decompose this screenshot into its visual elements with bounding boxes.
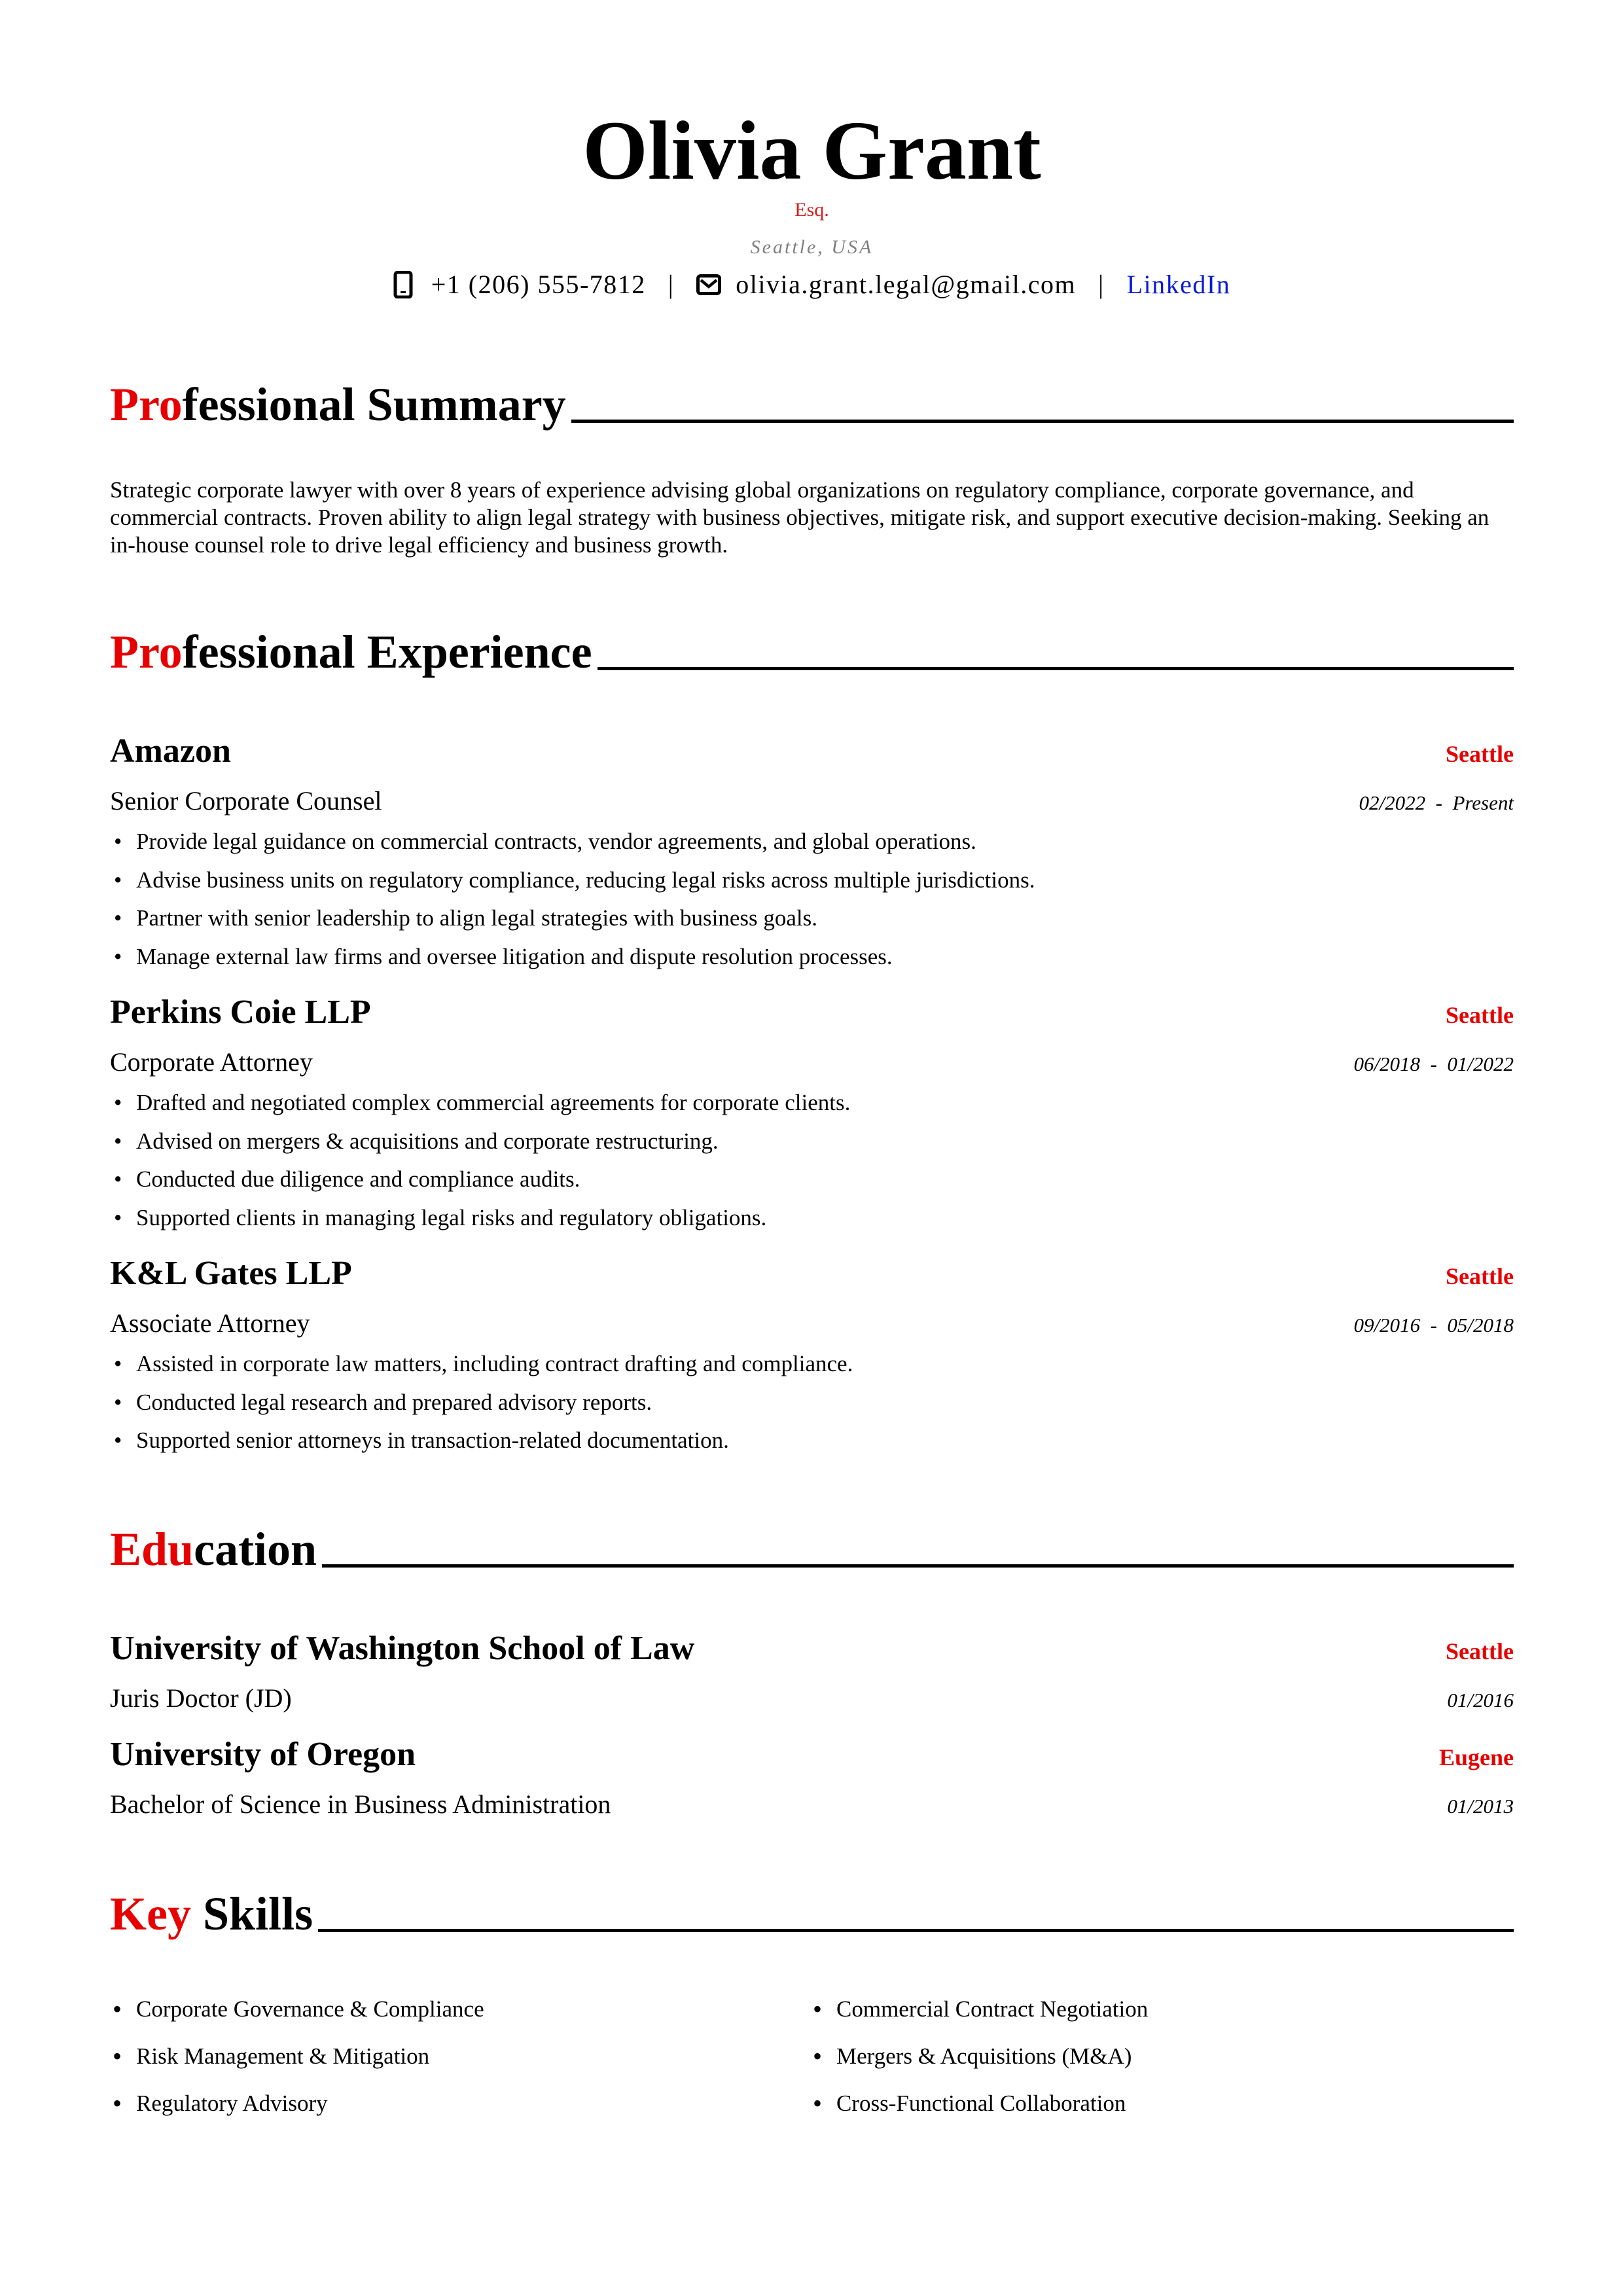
heading-highlight: Pro (110, 626, 183, 678)
job-bullets (110, 1345, 1514, 1460)
company-name: Perkins Coie LLP (110, 994, 371, 1031)
heading-rule (597, 667, 1514, 670)
heading-text: cation (194, 1523, 317, 1575)
heading-text: fessional Experience (182, 626, 592, 678)
job-title: Corporate Attorney (110, 1047, 313, 1077)
section-heading-education (110, 1523, 1514, 1575)
experience-entry-subheader (110, 788, 1514, 814)
name-suffix: Esq. (794, 199, 829, 221)
heading-text: Skills (190, 1888, 313, 1940)
experience-entry-header (110, 734, 1514, 768)
school-location: Seattle (1446, 1638, 1514, 1664)
experience-entry-header (110, 1257, 1514, 1291)
section-heading-summary (110, 378, 1514, 431)
job-bullets (110, 1084, 1514, 1237)
education-entry-header (110, 1632, 1514, 1666)
school-location: Eugene (1438, 1744, 1514, 1770)
degree: Juris Doctor (JD) (110, 1683, 292, 1713)
mobile-phone-icon (393, 271, 413, 298)
list-item: • Supported senior attorneys in transaction-related documentation. (110, 1422, 1514, 1460)
list-item: • Provide legal guidance on commercial contracts, vendor agreements, and global operations. (110, 823, 1514, 861)
list-item: • Supported clients in managing legal risks and regulatory obligations. (110, 1199, 1514, 1238)
job-location: Seattle (1446, 1263, 1514, 1289)
contact-separator: | (668, 270, 675, 299)
skill-item: • Corporate Governance & Compliance (110, 1986, 810, 2033)
envelope-icon (696, 274, 721, 295)
heading-highlight: Edu (110, 1523, 194, 1575)
heading-text: fessional Summary (182, 378, 566, 431)
contact-row (110, 271, 1514, 298)
job-dates: 06/2018 - 01/2022 (1353, 1052, 1514, 1075)
skill-item: • Regulatory Advisory (110, 2080, 810, 2127)
heading-highlight: Key (110, 1888, 191, 1940)
job-dates: 09/2016 - 05/2018 (1353, 1314, 1514, 1336)
list-item: • Conducted due diligence and compliance audits. (110, 1160, 1514, 1199)
experience-entry-subheader (110, 1310, 1514, 1336)
job-location: Seattle (1446, 741, 1514, 767)
job-location: Seattle (1446, 1002, 1514, 1028)
section-heading-experience (110, 626, 1514, 678)
skills-list (110, 1986, 1514, 2127)
job-title: Senior Corporate Counsel (110, 786, 382, 816)
job-dates: 02/2022 - Present (1359, 791, 1514, 814)
education-entry-header (110, 1738, 1514, 1772)
linkedin-link[interactable]: LinkedIn (1126, 270, 1231, 299)
list-item: • Advised on mergers & acquisitions and corporate restructuring. (110, 1122, 1514, 1161)
heading-rule (571, 420, 1514, 423)
job-title: Associate Attorney (110, 1308, 310, 1338)
company-name: K&L Gates LLP (110, 1255, 352, 1292)
heading-rule (322, 1564, 1514, 1568)
list-item: • Assisted in corporate law matters, including contract drafting and compliance. (110, 1345, 1514, 1384)
skill-item: • Cross-Functional Collaboration (810, 2080, 1514, 2127)
skill-item: • Risk Management & Mitigation (110, 2033, 810, 2080)
education-entry-subheader (110, 1685, 1514, 1712)
phone-number: +1 (206) 555-7812 (431, 270, 646, 299)
list-item: • Manage external law firms and oversee litigation and dispute resolution processes. (110, 938, 1514, 977)
degree: Bachelor of Science in Business Administration (110, 1789, 611, 1819)
experience-entry-header (110, 996, 1514, 1030)
candidate-name: Olivia Grant (582, 104, 1041, 197)
experience-entry-subheader (110, 1049, 1514, 1075)
contact-separator: | (1098, 270, 1105, 299)
list-item: • Drafted and negotiated complex commercial agreements for corporate clients. (110, 1084, 1514, 1122)
list-item: • Conducted legal research and prepared advisory reports. (110, 1384, 1514, 1422)
summary-text: Strategic corporate lawyer with over 8 years of experience advising global organizations on regulatory compliance, corporate governance, and commercial contracts. Proven ability to align legal strategy with business objectives, mitigate risk, and support executive decision-making. Seeking an in-house counsel role to drive legal efficiency and business growth. (110, 477, 1489, 558)
candidate-location: Seattle, USA (750, 236, 874, 258)
list-item: • Advise business units on regulatory compliance, reducing legal risks across multiple jurisdictions. (110, 861, 1514, 900)
heading-rule (318, 1929, 1514, 1932)
skill-item: • Commercial Contract Negotiation (810, 1986, 1514, 2033)
education-entry-subheader (110, 1791, 1514, 1818)
section-heading-skills (110, 1888, 1514, 1940)
job-bullets (110, 823, 1514, 976)
graduation-date: 01/2016 (1447, 1689, 1514, 1712)
graduation-date: 01/2013 (1447, 1795, 1514, 1818)
email-address[interactable]: olivia.grant.legal@gmail.com (736, 270, 1077, 299)
company-name: Amazon (110, 732, 231, 770)
heading-highlight: Pro (110, 378, 183, 431)
school-name: University of Washington School of Law (110, 1630, 695, 1667)
school-name: University of Oregon (110, 1736, 416, 1773)
list-item: • Partner with senior leadership to align legal strategies with business goals. (110, 899, 1514, 938)
skill-item: • Mergers & Acquisitions (M&A) (810, 2033, 1514, 2080)
